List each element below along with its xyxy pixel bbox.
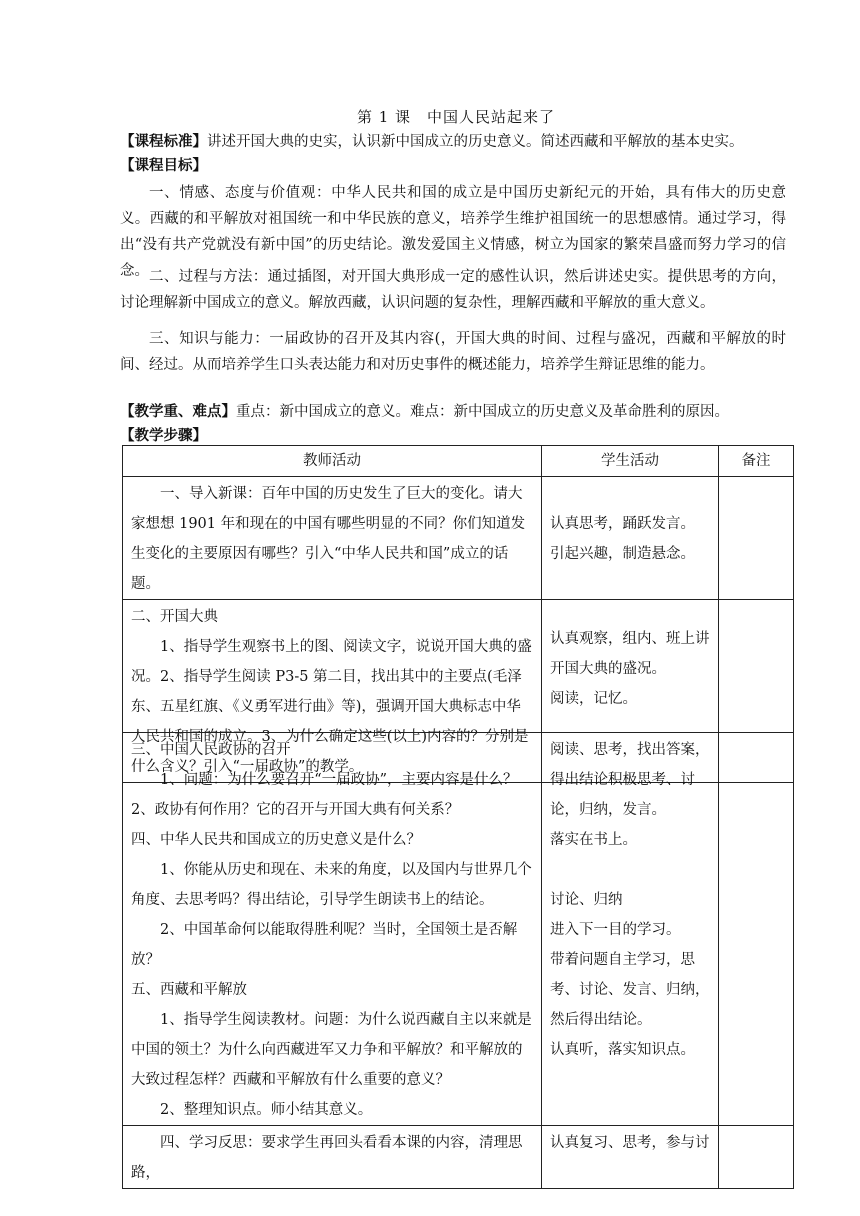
question-tibet-1: 1、指导学生阅读教材。问题：为什么说西藏自主以来就是中国的领土？为什么向西藏进军又力争和平解放？和平解放的大致过程怎样？西藏和平解放有什么重要的意义？ xyxy=(131,1012,532,1088)
question-tibet-2: 2、整理知识点。师小结其意义。 xyxy=(160,1102,373,1118)
table-row xyxy=(123,1126,794,1189)
student-activity-5: 带着问题自主学习，思考、讨论、发言、归纳，然后得出结论。 xyxy=(550,952,710,1028)
table-header-row xyxy=(123,446,794,477)
section-heading-ceremony: 二、开国大典 xyxy=(131,609,218,625)
section-heading-significance: 四、中华人民共和国成立的历史意义是什么？ xyxy=(131,832,421,848)
teaching-steps-label: 【教学步骤】 xyxy=(120,427,207,444)
teacher-intro: 一、导入新课：百年中国的历史发生了巨大的变化。请大家想想 1901 年和现在的中国有哪些明显的不同？你们知道发生变化的主要原因有哪些？引入“中华人民共和国”成立的话题。 xyxy=(131,486,526,592)
teaching-keypoints xyxy=(120,400,792,424)
lesson-title: 第 1 课 中国人民站起来了 xyxy=(356,108,556,126)
course-goal-label: 【课程目标】 xyxy=(120,157,207,174)
student-activity-3: 讨论、归纳 xyxy=(550,892,623,908)
student-intro-1: 认真思考，踊跃发言。 xyxy=(550,516,695,532)
question-significance-2: 2、中国革命何以能取得胜利呢？当时，全国领土是否解放？ xyxy=(131,922,518,968)
section-heading-tibet: 五、西藏和平解放 xyxy=(131,982,247,998)
student-activity-1: 阅读、思考，找出答案，得出结论积极思考、讨论，归纳，发言。 xyxy=(550,742,710,818)
goal-process: 二、过程与方法：通过插图，对开国大典形成一定的感性认识，然后讲述史实。提供思考的方向，讨论理解新中国成立的意义。解放西藏，认识问题的复杂性，理解西藏和平解放的重大意义。 xyxy=(120,269,786,311)
table-row xyxy=(123,477,794,600)
keypoints-text: 重点：新中国成立的意义。难点：新中国成立的历史意义及革命胜利的原因。 xyxy=(236,404,729,420)
student-reflection: 认真复习、思考，参与讨 xyxy=(550,1135,710,1151)
notes-cell xyxy=(719,477,794,600)
goal-emotion: 一、情感、态度与价值观：中华人民共和国的成立是中国历史新纪元的开始，具有伟大的历史意义。西藏的和平解放对祖国统一和中华民族的意义，培养学生维护祖国统一的思想感情。通过学习，得出“没有共产党就没有新中国”的历史结论。激发爱国主义情感，树立为国家的繁荣昌盛而努力学习的信念。 xyxy=(120,185,786,279)
keypoints-label: 【教学重、难点】 xyxy=(120,403,236,420)
header-teacher: 教师活动 xyxy=(123,446,542,477)
student-ceremony-2: 阅读，记忆。 xyxy=(550,691,637,707)
student-ceremony-1: 认真观察，组内、班上讲开国大典的盛况。 xyxy=(550,631,710,677)
goal-knowledge: 三、知识与能力：一届政协的召开及其内容(，开国大典的时间、过程与盛况，西藏和平解放的时间、经过。从而培养学生口头表达能力和对历史事件的概述能力，培养学生辩证思维的能力。 xyxy=(120,331,786,373)
teacher-reflection: 四、学习反思：要求学生再回头看看本课的内容，清理思路， xyxy=(131,1135,523,1181)
teaching-steps-table-continued xyxy=(122,732,794,1189)
course-standard-text: 讲述开国大典的史实，认识新中国成立的历史意义。简述西藏和平解放的基本史实。 xyxy=(207,134,744,150)
notes-cell xyxy=(719,733,794,1126)
question-cppcc: 1、问题：为什么要召开“一届政协”，主要内容是什么？ 2、政协有何作用？它的召开与开国大典有何关系？ xyxy=(131,772,533,818)
student-activity-2: 落实在书上。 xyxy=(550,832,637,848)
header-notes: 备注 xyxy=(719,446,794,477)
table-row xyxy=(123,733,794,1126)
question-significance-1: 1、你能从历史和现在、未来的角度，以及国内与世界几个角度、去思考吗？得出结论，引导学生朗读书上的结论。 xyxy=(131,862,532,908)
course-standard-label: 【课程标准】 xyxy=(120,133,207,150)
header-student: 学生活动 xyxy=(542,446,719,477)
notes-cell xyxy=(719,1126,794,1189)
section-heading-cppcc: 三、中国人民政协的召开 xyxy=(131,742,291,758)
student-intro-2: 引起兴趣，制造悬念。 xyxy=(550,546,695,562)
teacher-ceremony: 1、指导学生观察书上的图、阅读文字，说说开国大典的盛况。2、指导学生阅读 P3-5 第二目，找出其中的主要点(毛泽东、五星红旗、《义勇军进行曲》等)，强调开国大典标志中华人民共和国的成立。3、为什么确定这些(以上)内容的？分别是什么含义？引入“一届政协”的教学。 xyxy=(131,639,532,775)
student-activity-6: 认真听，落实知识点。 xyxy=(550,1042,695,1058)
student-activity-4: 进入下一目的学习。 xyxy=(550,922,681,938)
course-standard xyxy=(120,130,792,154)
